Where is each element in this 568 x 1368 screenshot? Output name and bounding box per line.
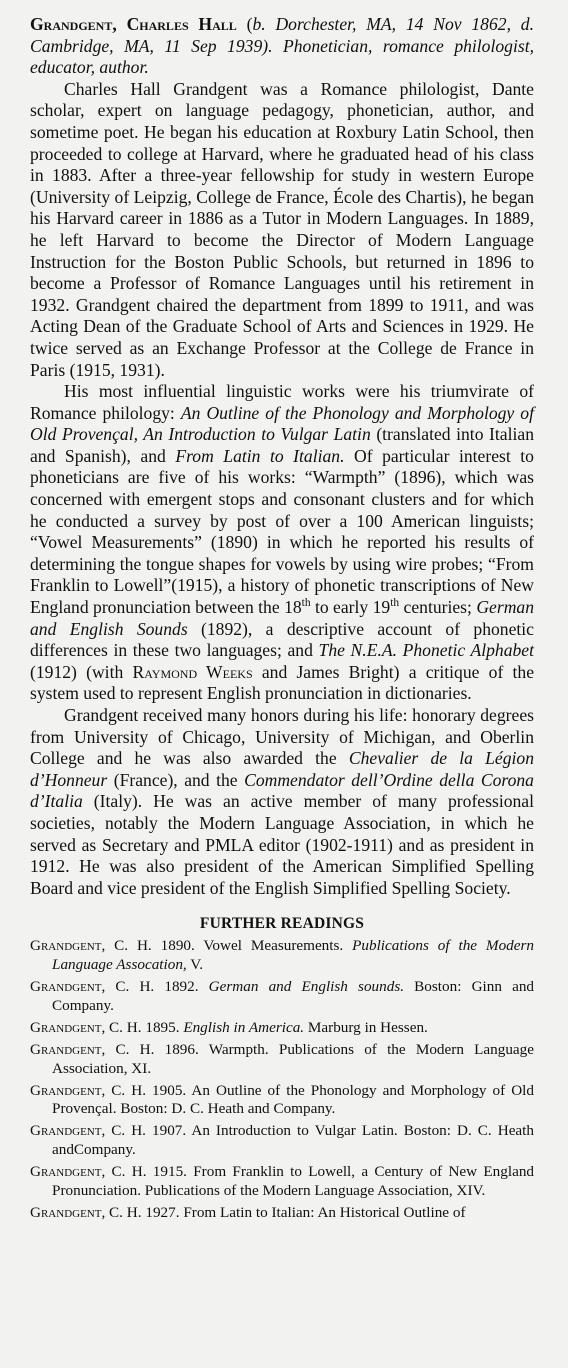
ref-year: 1892. bbox=[164, 978, 199, 996]
reference-item bbox=[30, 937, 534, 975]
article-body bbox=[30, 14, 534, 899]
reference-item bbox=[30, 1019, 534, 1038]
p3-honor-2: Commendator dell’Ordine della Corona d’Italia bbox=[30, 769, 534, 812]
ref-text: From Franklin to Lowell, a Century of New England Pronunciation. Publications of the Modern Language Association, XIV. bbox=[52, 1163, 535, 1200]
p2-text-6: (1892), a descriptive account of phonetic differences in these two languages; and bbox=[30, 618, 534, 661]
p2-num-1: 18 bbox=[284, 597, 302, 618]
ref-year: 1915. bbox=[152, 1163, 187, 1181]
entry-death: d. Cambridge, MA, 11 Sep 1939). bbox=[30, 14, 534, 56]
p2-text-2: (translated into Italian and Spanish), and bbox=[30, 424, 534, 466]
reference-item bbox=[30, 1204, 534, 1223]
paragraph-3 bbox=[30, 705, 534, 899]
p3-text-2: (France), and the bbox=[113, 769, 238, 790]
ref-author: Grandgent, C. H. bbox=[30, 1163, 147, 1181]
p2-sup-1: th bbox=[301, 597, 311, 610]
p2-works-1: An Outline of the Phonology and Morphology of Old Provençal, An Introduction to Vulgar Latin bbox=[30, 402, 534, 445]
p2-text-3: Of particular interest to phoneticians are five of his works: “Warmpth” (1896), which was concerned with emergent stops and consonant clusters and for which he conducted a survey by post of over a 100 American linguists; “Vowel Measurements” (1890) in which he reported his results of determining the tongue shapes for vowels by using wire probes; “From Franklin to Lowell”(1915), a history of phonetic transcriptions of New England pronunciation between the bbox=[30, 445, 534, 618]
ref-title: Publications of the Modern Language Assocation, bbox=[52, 937, 535, 974]
ref-tail: Publications of the Modern Language Association, XI. bbox=[52, 1040, 535, 1077]
p3-text-3: (Italy). He was an active member of many professional societies, notably the Modern Language Association, in which he served as Secretary and PMLA editor (1902-1911) and as president in 1912. He was also president of the American Simplified Spelling Board and vice president of the English Simplified Spelling Society. bbox=[30, 791, 534, 898]
paragraph-1: Charles Hall Grandgent was a Romance philologist, Dante scholar, expert on language pedagogy, phonetician, author, and sometime poet. He began his education at Roxbury Latin School, then proceeded to college at Harvard, where he graduated head of his class in 1883. After a three-year fellowship for study in western Europe (University of Leipzig, College de France, École des Chartis), he began his Harvard career in 1886 as a Tutor in Modern Languages. In 1889, he left Harvard to become the Director of Modern Language Instruction for the Boston Public Schools, but returned in 1896 to become a Professor of Romance Languages until his retirement in 1932. Grandgent chaired the department from 1899 to 1911, and was Acting Dean of the Graduate School of Arts and Sciences in 1929. He twice served as an Exchange Professor at the College de France in Paris (1915, 1931). bbox=[30, 78, 534, 380]
ref-tail: V. bbox=[190, 956, 204, 974]
ref-text: Vowel Measurements. bbox=[203, 937, 344, 955]
ref-title: German and English sounds. bbox=[208, 978, 405, 996]
reference-item bbox=[30, 1122, 534, 1160]
reference-item bbox=[30, 978, 534, 1016]
entry-roles: Phonetician, romance philologist, educator, author. bbox=[30, 35, 534, 78]
ref-text: From Latin to Italian: An Historical Outline of bbox=[183, 1204, 466, 1222]
p2-text-7: (1912) (with bbox=[30, 661, 124, 682]
ref-year: 1895. bbox=[145, 1018, 180, 1036]
ref-year: 1905. bbox=[152, 1081, 187, 1099]
entry-header: Grandgent, Charles Hall (b. Dorchester, MA, 14 Nov 1862, d. Cambridge, MA, 11 Sep 1939). Phonetician, romance philologist, educator, author. bbox=[30, 14, 534, 78]
p2-text-5: centuries; bbox=[403, 597, 472, 618]
ref-text: An Outline of the Phonology and Morphology of Old Provençal. Boston: D. C. Heath and Company. bbox=[52, 1081, 535, 1118]
ref-author: Grandgent, C. H. bbox=[30, 1040, 155, 1058]
p2-text-4: to early bbox=[314, 597, 369, 618]
ref-year: 1907. bbox=[152, 1122, 187, 1140]
ref-title: English in America. bbox=[183, 1018, 305, 1036]
reference-list bbox=[30, 937, 534, 1222]
reference-item bbox=[30, 1082, 534, 1120]
entry-birth: b. Dorchester, MA, 14 Nov 1862, bbox=[252, 14, 511, 34]
ref-author: Grandgent, C. H. bbox=[30, 978, 155, 996]
ref-author: Grandgent, C. H. bbox=[30, 1122, 146, 1140]
reference-item bbox=[30, 1163, 534, 1201]
ref-author: Grandgent, C. H. bbox=[30, 937, 152, 955]
ref-author: Grandgent, C. H. bbox=[30, 1081, 146, 1099]
p2-text-1: His most influential linguistic works were his triumvirate of Romance philology: bbox=[30, 381, 534, 423]
paragraph-2 bbox=[30, 381, 534, 705]
ref-tail: Boston: Ginn and Company. bbox=[52, 978, 535, 1014]
ref-year: 1890. bbox=[160, 937, 195, 955]
ref-year: 1896. bbox=[164, 1040, 199, 1058]
p2-person-1: Raymond Weeks bbox=[132, 661, 253, 682]
ref-year: 1927. bbox=[145, 1204, 180, 1222]
ref-author: Grandgent, C. H. bbox=[30, 1204, 142, 1222]
p3-honor-1: Chevalier de la Légion d’Honneur bbox=[30, 748, 534, 790]
p2-text-8: and James Bright) a critique of the system used to represent English pronunciation in dictionaries. bbox=[30, 661, 535, 704]
further-readings-title: FURTHER READINGS bbox=[199, 915, 365, 933]
p3-text-1: Grandgent received many honors during his life: honorary degrees from University of Chicago, University of Michigan, and Oberlin College and he was also awarded the bbox=[30, 705, 534, 769]
reference-item bbox=[30, 1041, 534, 1079]
ref-tail: Marburg in Hessen. bbox=[307, 1018, 428, 1036]
p2-sup-2: th bbox=[390, 597, 400, 610]
p2-works-4: The N.E.A. Phonetic Alphabet bbox=[318, 640, 534, 661]
p2-num-2: 19 bbox=[372, 597, 391, 618]
p2-works-2: From Latin to Italian. bbox=[175, 445, 345, 466]
entry-name: Grandgent, Charles Hall bbox=[30, 14, 237, 34]
ref-text: Warmpth. bbox=[208, 1040, 269, 1058]
p2-works-3: German and English Sounds bbox=[30, 597, 534, 639]
ref-text: An Introduction to Vulgar Latin. Boston: D. C. Heath andCompany. bbox=[52, 1122, 534, 1159]
ref-author: Grandgent, C. H. bbox=[30, 1018, 142, 1036]
